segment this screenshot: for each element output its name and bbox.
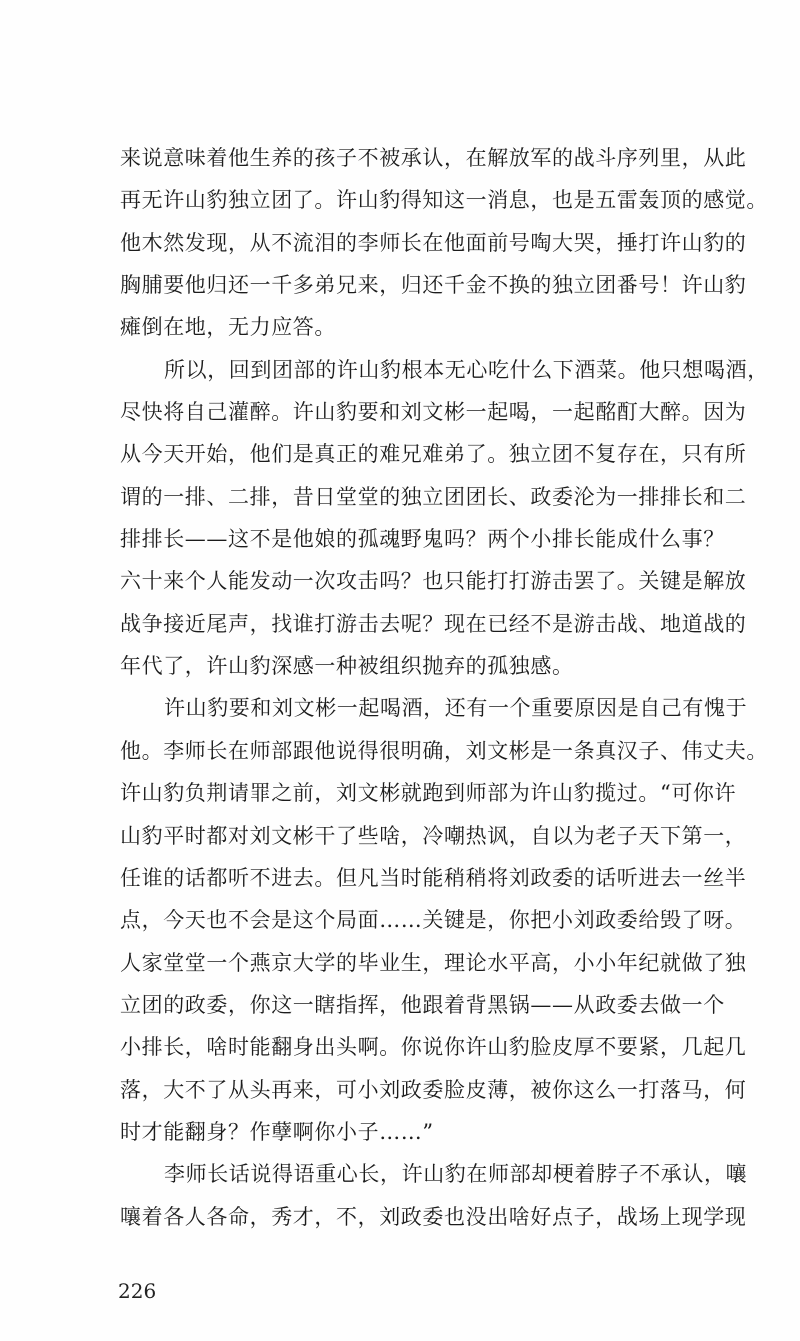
text-line: 山豹平时都对刘文彬干了些啥，冷嘲热讽，自以为老子天下第一， [120,823,747,848]
text-line: 尽快将自己灌醉。许山豹要和刘文彬一起喝，一起酩酊大醉。因为 [120,400,747,425]
text-line: 时才能翻身？作孽啊你小子……” [120,1119,434,1144]
paragraph-start-line: 许山豹要和刘文彬一起喝酒，还有一个重要原因是自己有愧于 [164,696,748,721]
page-number: 226 [118,1279,157,1303]
text-line: 战争接近尾声，找谁打游击去呢？现在已经不是游击战、地道战的 [120,611,747,636]
text-line: 来说意味着他生养的孩子不被承认，在解放军的战斗序列里，从此 [120,146,747,170]
text-line: 落，大不了从头再来，可小刘政委脸皮薄，被你这么一打落马，何 [120,1077,747,1102]
text-line: 六十来个人能发动一次攻击吗？也只能打打游击罢了。关键是解放 [120,569,747,594]
body-text [120,137,772,1238]
text-line: 他木然发现，从不流泪的李师长在他面前号啕大哭，捶打许山豹的 [120,230,747,255]
text-line: 任谁的话都听不进去。但凡当时能稍稍将刘政委的话听进去一丝半 [120,865,747,890]
text-line: 年代了，许山豹深感一种被组织抛弃的孤独感。 [120,654,574,679]
text-line: 人家堂堂一个燕京大学的毕业生，理论水平高，小小年纪就做了独 [120,950,747,975]
text-line: 排排长——这不是他娘的孤魂野鬼吗？两个小排长能成什么事？ [120,527,725,552]
text-line: 嚷着各人各命，秀才，不，刘政委也没出啥好点子，战场上现学现 [120,1204,747,1229]
text-line: 胸脯要他归还一千多弟兄来，归还千金不换的独立团番号！许山豹 [120,273,747,298]
paragraph-start-line: 所以，回到团部的许山豹根本无心吃什么下酒菜。他只想喝酒， [164,357,769,382]
text-line: 点，今天也不会是这个局面……关键是，你把小刘政委给毁了呀。 [120,908,747,933]
text-line: 谓的一排、二排，昔日堂堂的独立团团长、政委沦为一排排长和二 [120,484,747,509]
text-line: 许山豹负荆请罪之前，刘文彬就跑到师部为许山豹揽过。“可你许 [120,781,737,806]
text-line: 再无许山豹独立团了。许山豹得知这一消息，也是五雷轰顶的感觉。 [120,188,768,213]
text-line: 他。李师长在师部跟他说得很明确，刘文彬是一条真汉子、伟丈夫。 [120,738,768,763]
text-line: 从今天开始，他们是真正的难兄难弟了。独立团不复存在，只有所 [120,442,747,467]
paragraph-start-line: 李师长话说得语重心长，许山豹在师部却梗着脖子不承认，嚷 [164,1162,748,1187]
text-line: 小排长，啥时能翻身出头啊。你说你许山豹脸皮厚不要紧，几起几 [120,1035,747,1060]
text-line: 立团的政委，你这一瞎指挥，他跟着背黑锅——从政委去做一个 [120,992,725,1017]
text-line: 瘫倒在地，无力应答。 [120,315,336,340]
